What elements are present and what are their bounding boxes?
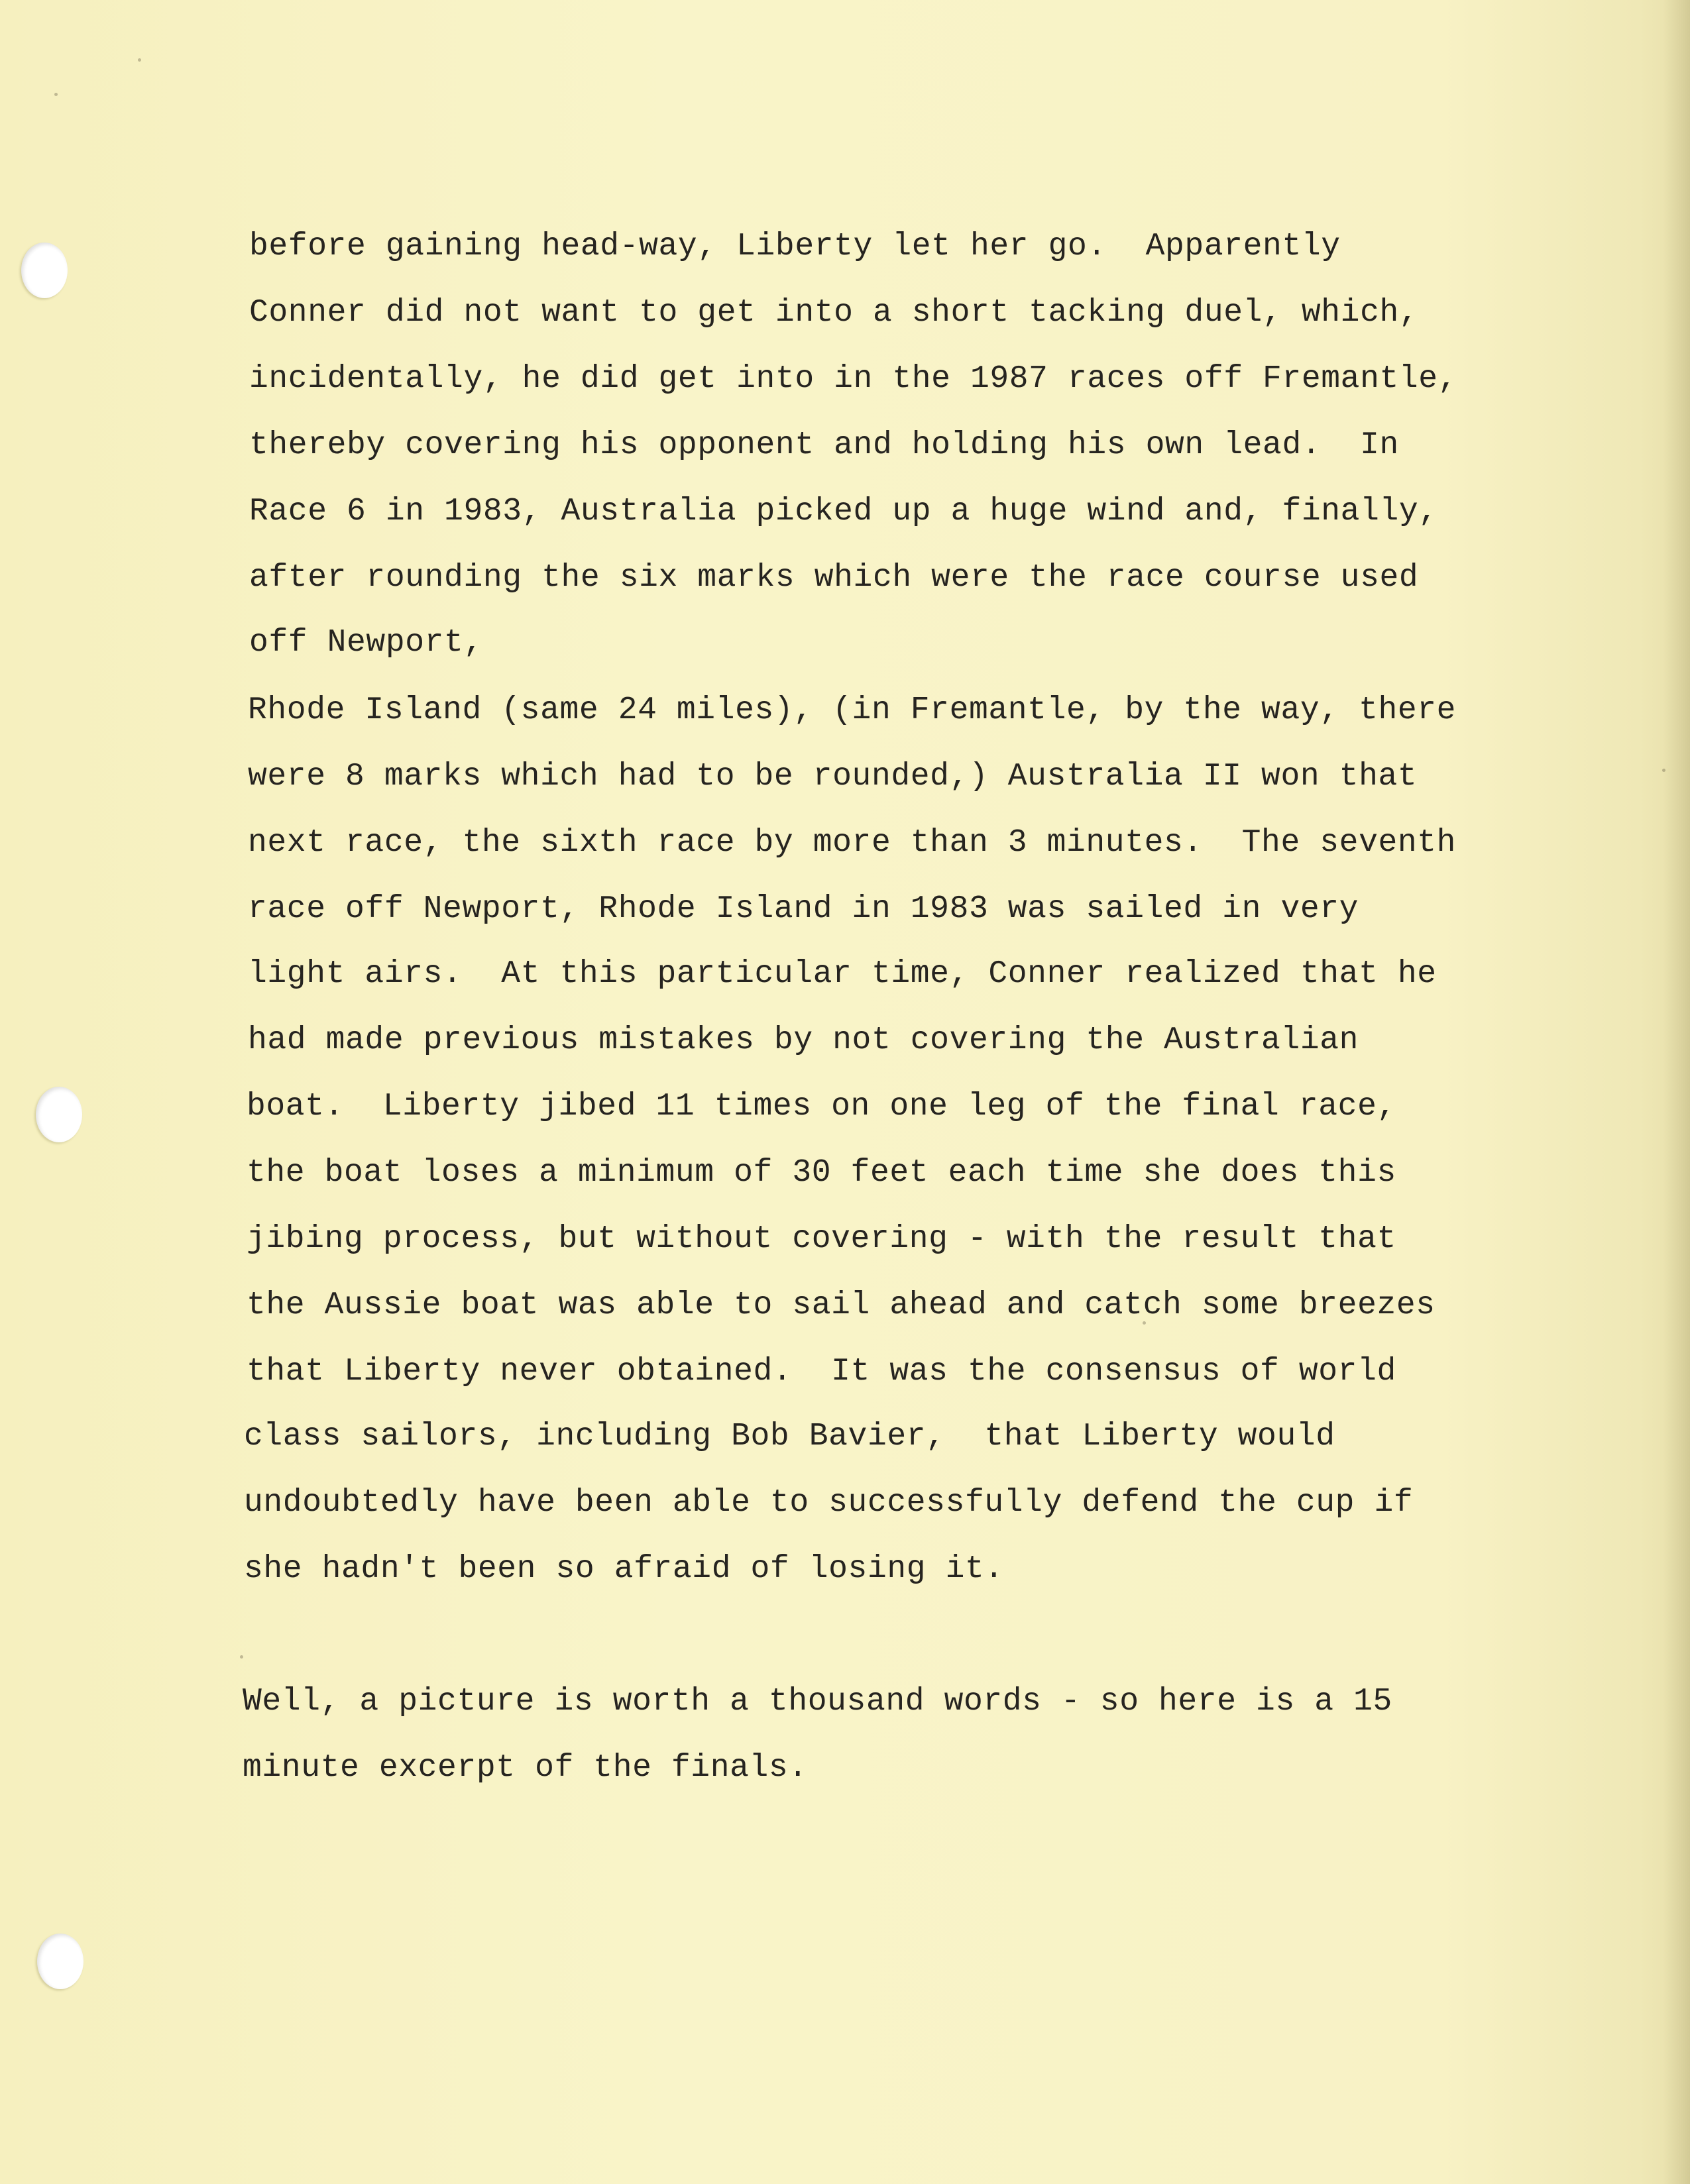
paragraph-1-line: Rhode Island (same 24 miles), (in Fremantle, by the way, there <box>248 692 1457 728</box>
paragraph-2-line: minute excerpt of the finals. <box>243 1750 808 1786</box>
paragraph-1-line: Conner did not want to get into a short tacking duel, which, <box>249 295 1419 331</box>
paragraph-1-line: after rounding the six marks which were the race course used <box>249 560 1419 596</box>
paragraph-1-line: class sailors, including Bob Bavier, that Liberty would <box>244 1419 1335 1454</box>
paragraph-1-line: that Liberty never obtained. It was the consensus of world <box>247 1354 1396 1390</box>
paragraph-2-line: Well, a picture is worth a thousand words - so here is a 15 <box>243 1684 1392 1720</box>
paragraph-1-line: incidentally, he did get into in the 1987 races off Fremantle, <box>249 361 1458 397</box>
paragraph-1-line: boat. Liberty jibed 11 times on one leg of the final race, <box>247 1089 1396 1124</box>
paragraph-1-line: the boat loses a minimum of 30 feet each time she does this <box>247 1155 1396 1191</box>
paragraph-1-line: off Newport, <box>249 625 483 661</box>
paragraph-1-line: the Aussie boat was able to sail ahead and catch some breezes <box>247 1287 1436 1323</box>
paragraph-1-line: undoubtedly have been able to successfully defend the cup if <box>244 1485 1414 1521</box>
paragraph-1-line: thereby covering his opponent and holding his own lead. In <box>249 427 1399 463</box>
paragraph-1-line: Race 6 in 1983, Australia picked up a huge wind and, finally, <box>249 494 1438 529</box>
paragraph-1-line: had made previous mistakes by not covering the Australian <box>248 1022 1359 1058</box>
paragraph-1-line: were 8 marks which had to be rounded,) Australia II won that <box>248 759 1418 794</box>
paragraph-1-line: she hadn't been so afraid of losing it. <box>244 1551 1004 1587</box>
paragraph-1-line: race off Newport, Rhode Island in 1983 was sailed in very <box>248 891 1359 927</box>
paragraph-1-line: next race, the sixth race by more than 3 minutes. The seventh <box>248 825 1457 861</box>
paragraph-1-line: before gaining head-way, Liberty let her go. Apparently <box>249 229 1341 264</box>
paragraph-1-line: jibing process, but without covering - with the result that <box>247 1221 1396 1257</box>
paragraph-1-line: light airs. At this particular time, Conner realized that he <box>248 956 1437 992</box>
